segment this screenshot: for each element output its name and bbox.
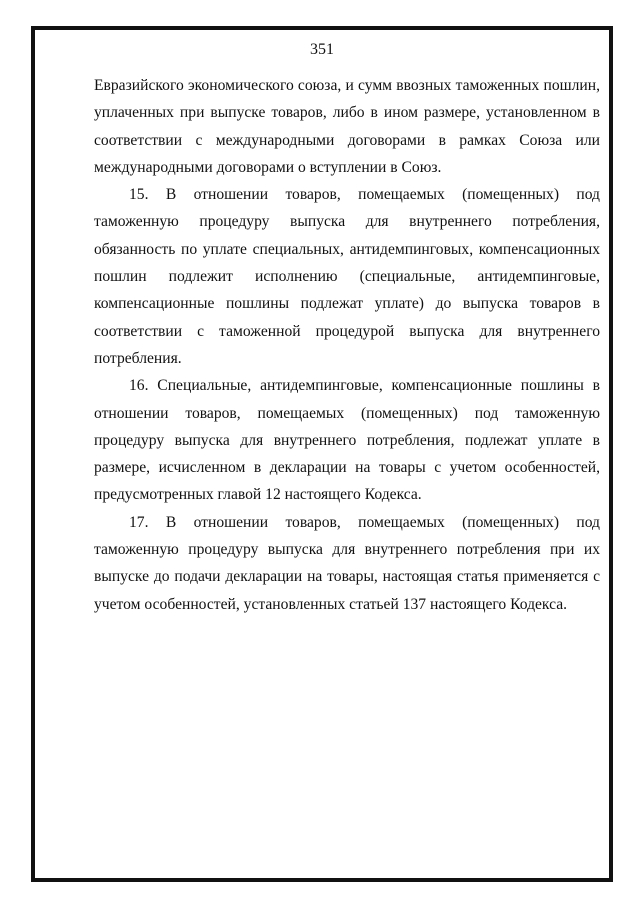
paragraph-clause-16: 16. Специальные, антидемпинговые, компенсационные пошлины в отношении товаров, помещаемых (помещенных) под таможенную процедуру выпуска для внутреннего потребления, подлежат уплате в размере, исчисленном в декларации на товары с учетом особенностей, предусмотренных главой 12 настоящего Кодекса. (94, 377, 600, 504)
document-body (94, 72, 600, 618)
paragraph-clause-15: 15. В отношении товаров, помещаемых (помещенных) под таможенную процедуру выпуска для внутреннего потребления, обязанность по уплате специальных, антидемпинговых, компенсационных пошлин подлежит исполнению (специальные, антидемпинговые, компенсационные пошлины подлежат уплате) до выпуска товаров в соответствии с таможенной процедурой выпуска для внутреннего потребления. (94, 186, 600, 367)
paragraph-continuation: Евразийского экономического союза, и сумм ввозных таможенных пошлин, уплаченных при выпуске товаров, либо в ином размере, установленном в соответствии с международными договорами в рамках Союза или международными договорами о вступлении в Союз. (94, 77, 600, 176)
page-border (31, 26, 613, 882)
page-number: 351 (310, 41, 334, 58)
paragraph-clause-17: 17. В отношении товаров, помещаемых (помещенных) под таможенную процедуру выпуска для внутреннего потребления при их выпуске до подачи декларации на товары, настоящая статья применяется с учетом особенностей, установленных статьей 137 настоящего Кодекса. (94, 513, 600, 613)
